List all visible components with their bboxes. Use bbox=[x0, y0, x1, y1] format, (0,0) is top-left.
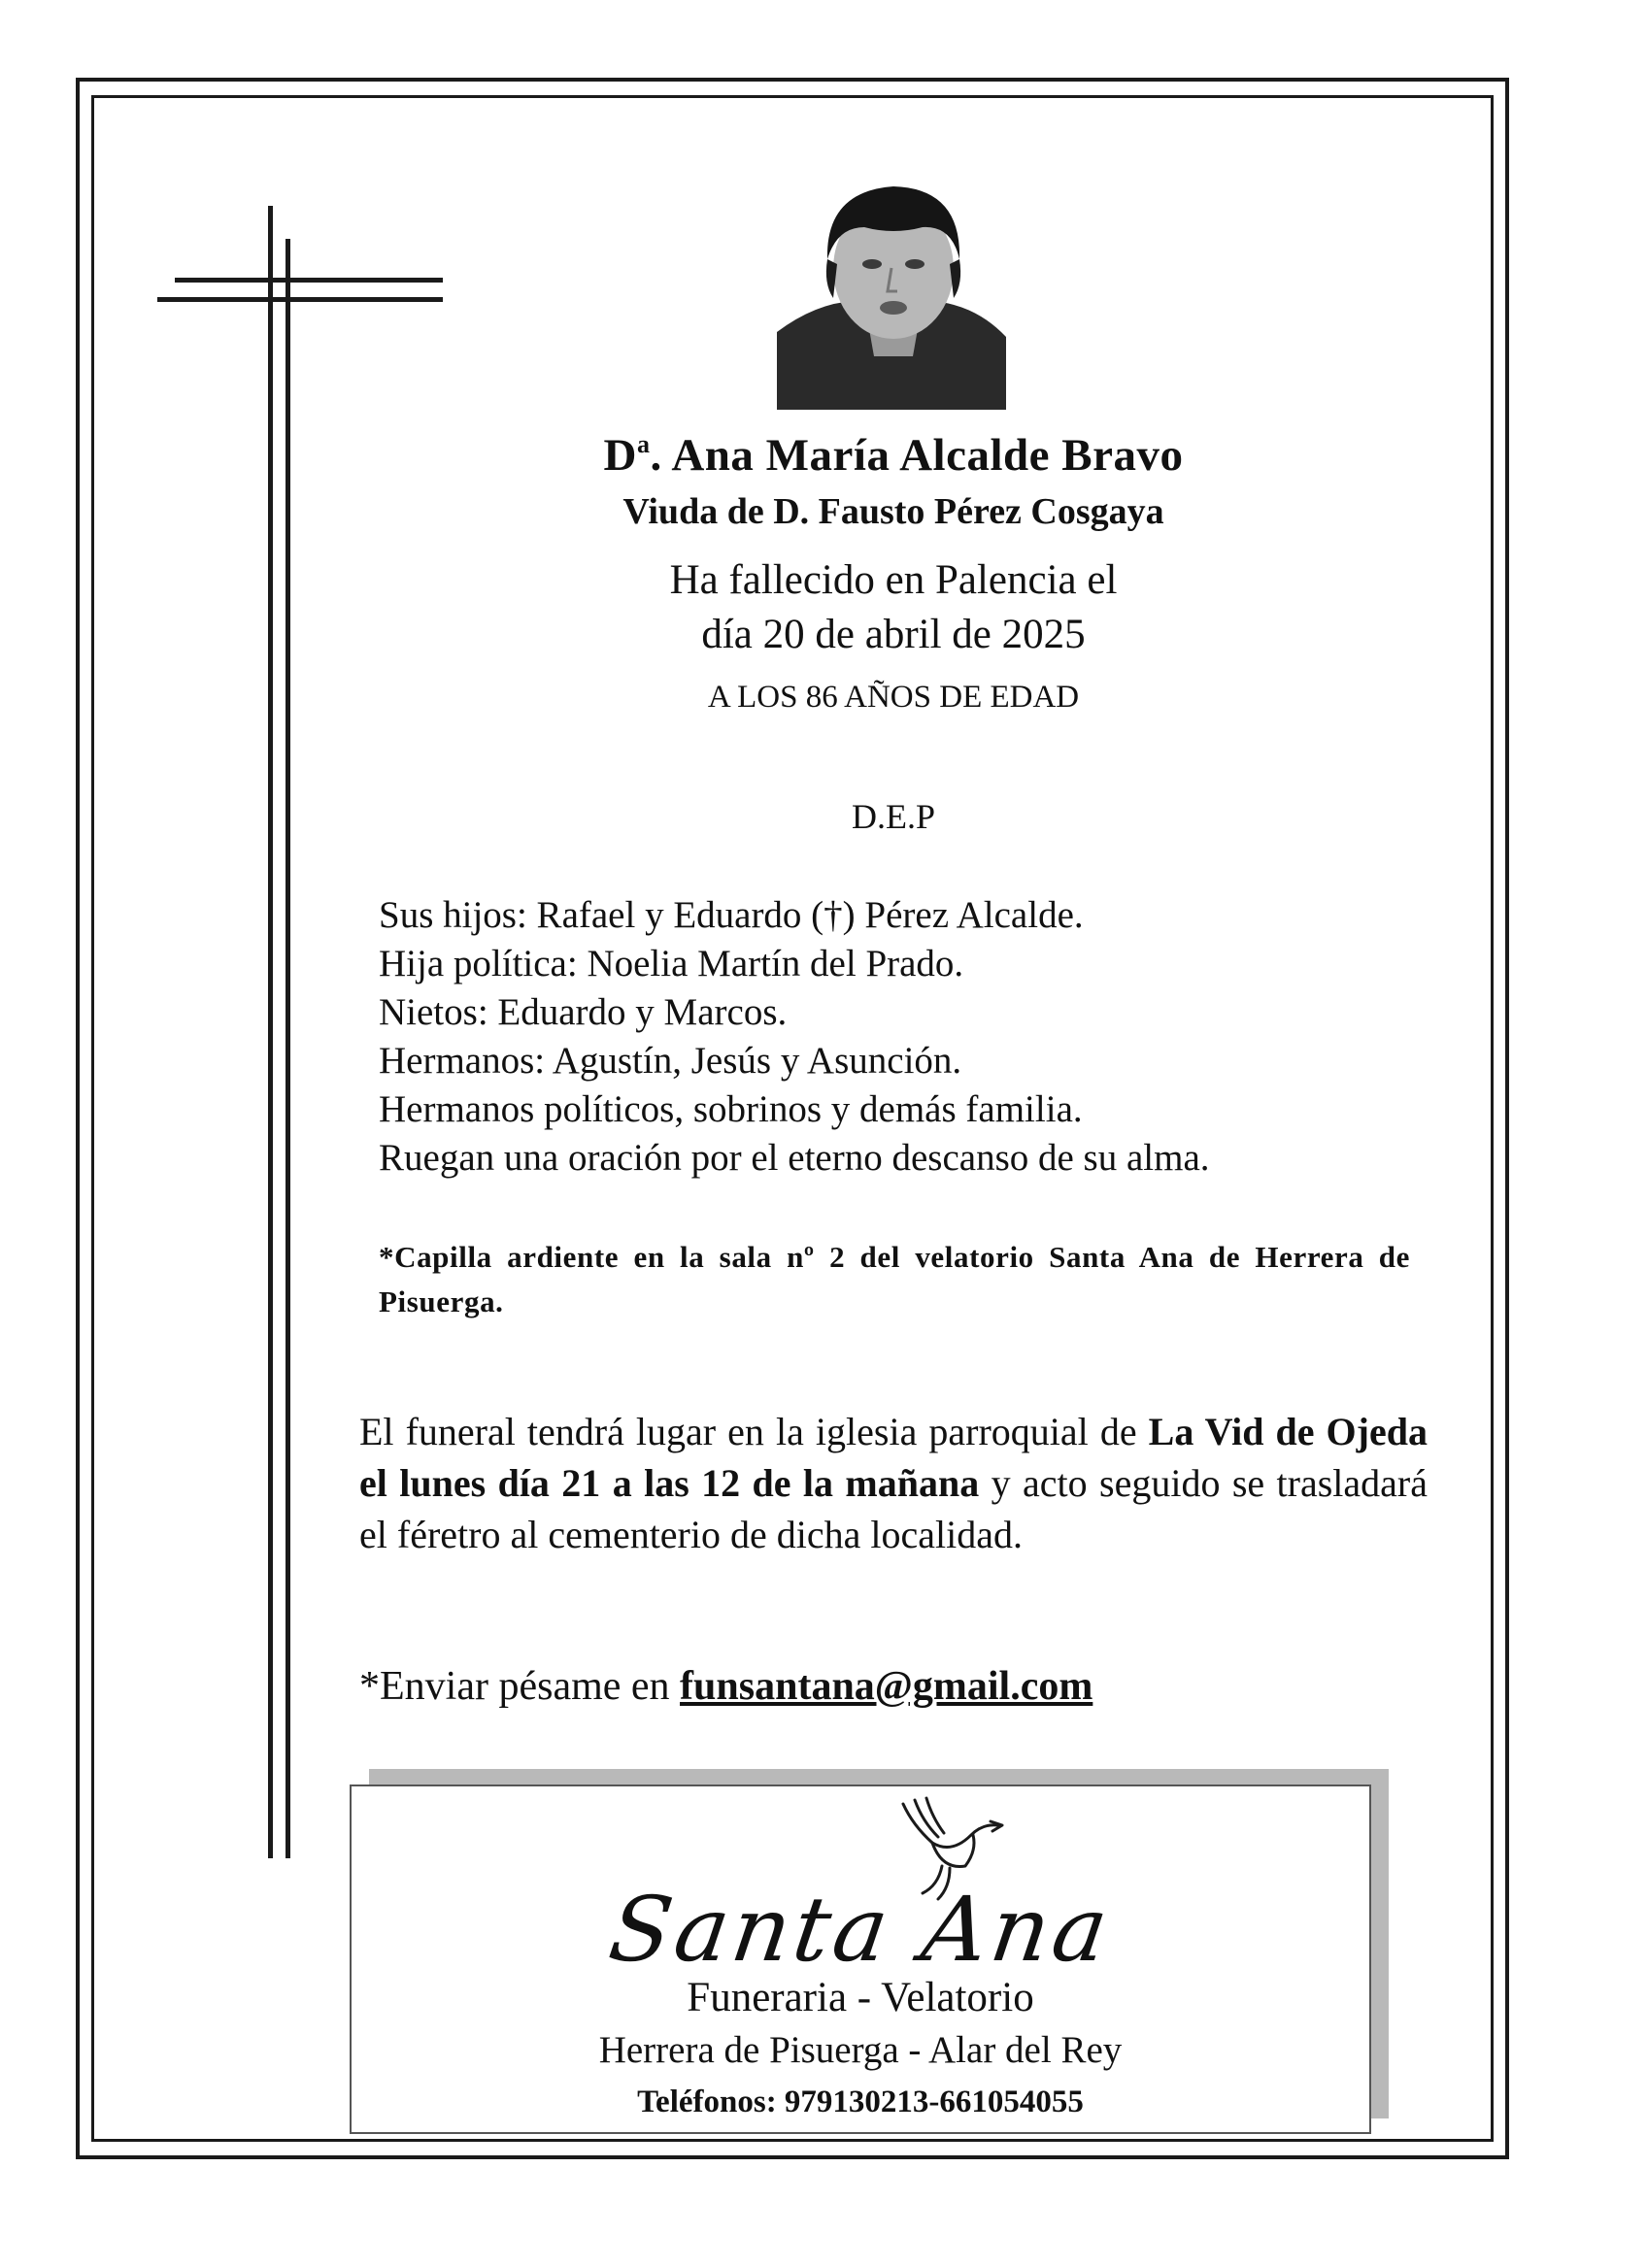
death-place-line: Ha fallecido en Palencia el bbox=[669, 557, 1118, 603]
deceased-name: $D^a$. Ana María Alcalde Bravo bbox=[603, 430, 1184, 481]
rip-text: D.E.P bbox=[851, 797, 935, 836]
chapel-note: *Capilla ardiente en la sala nº 2 del velatorio Santa Ana de Herrera de Pisuerga. bbox=[379, 1240, 1410, 1318]
funeral-home-logo: Santa Ana bbox=[603, 1878, 1118, 1982]
condolence-line: *Enviar pésame en funsantana@gmail.com bbox=[359, 1664, 1093, 1709]
portrait-photo bbox=[777, 167, 1006, 410]
family-line: Nietos: Eduardo y Marcos. bbox=[379, 991, 788, 1033]
condolence-email-link[interactable]: funsantana@gmail.com bbox=[680, 1664, 1093, 1709]
age-line: A LOS 86 AÑOS DE EDAD bbox=[707, 680, 1080, 715]
death-date-line: día 20 de abril de 2025 bbox=[701, 612, 1086, 657]
family-line: Hermanos políticos, sobrinos y demás familia. bbox=[379, 1088, 1083, 1130]
family-line: Sus hijos: Rafael y Eduardo (†) Pérez Alcalde. bbox=[379, 894, 1084, 936]
widow-of: Viuda de D. Fausto Pérez Cosgaya bbox=[622, 491, 1164, 532]
family-line: Hermanos: Agustín, Jesús y Asunción. bbox=[379, 1040, 962, 1082]
family-line: Hija política: Noelia Martín del Prado. bbox=[379, 943, 964, 984]
family-line: Ruegan una oración por el eterno descanso de su alma. bbox=[379, 1137, 1210, 1179]
funeral-home-locations: Herrera de Pisuerga - Alar del Rey bbox=[598, 2029, 1123, 2071]
family-list bbox=[379, 891, 1210, 1183]
funeral-home-phones: Teléfonos: 979130213-661054055 bbox=[637, 2085, 1084, 2119]
funeral-date-place: La Vid de Ojeda el lunes día 21 a las 12 de la mañana bbox=[359, 1410, 1428, 1505]
funeral-home-subtitle: Funeraria - Velatorio bbox=[687, 1975, 1034, 2020]
funeral-paragraph: El funeral tendrá lugar en la iglesia parroquial de La Vid de Ojeda el lunes día 21 a las 12 de la mañana y acto seguido se trasladará el féretro al cementerio de dicha localidad. bbox=[359, 1410, 1428, 1556]
